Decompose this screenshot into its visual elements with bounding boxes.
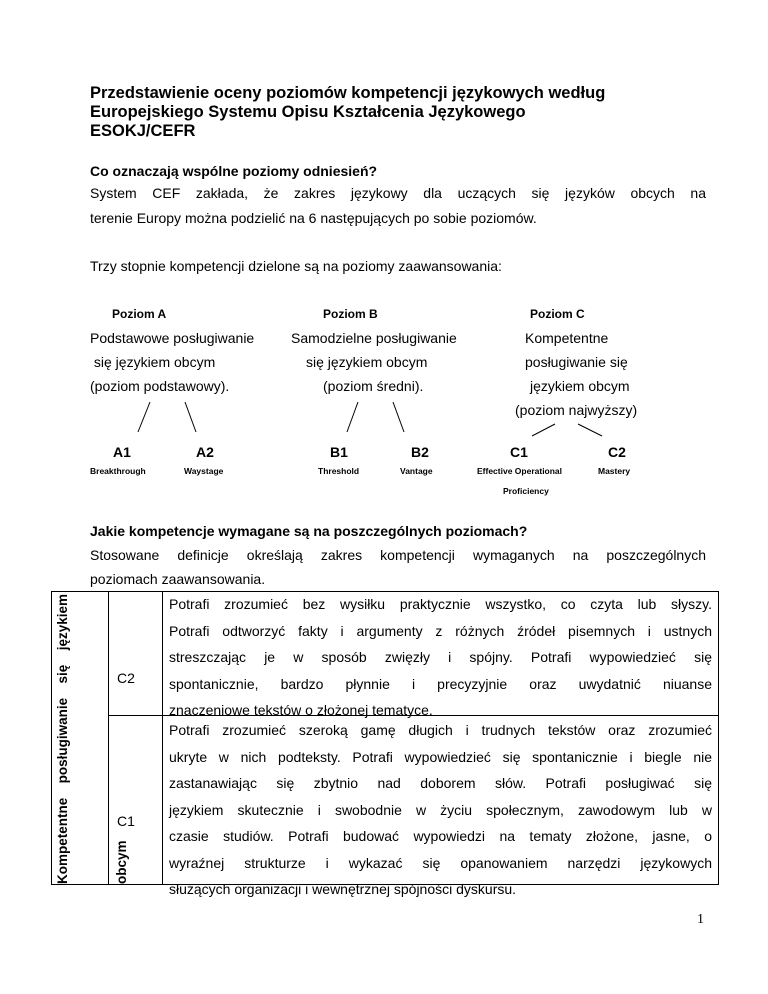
table-row-c2-text (169, 591, 712, 724)
level-b-desc-2: się językiem obcym (306, 354, 428, 370)
name-a2: Waystage (184, 466, 224, 476)
level-c-desc-4: (poziom najwyższy) (515, 402, 638, 418)
level-a-heading: Poziom A (112, 307, 167, 321)
row-level-c2: C2 (117, 670, 135, 686)
text-line: Potrafi zrozumieć bez wysiłku praktycznie wszystko, co czyta lub słyszy. (169, 596, 712, 612)
section-heading-competences: Jakie kompetencje wymagane są na poszczególnych poziomach? (90, 523, 528, 539)
paragraph-intro-levels: Trzy stopnie kompetencji dzielone są na poziomy zaawansowania: (90, 258, 502, 274)
code-a1: A1 (113, 444, 131, 460)
text-line: streszczając je w sposób zwięzły i spójny. Potrafi wypowiedzieć się (169, 649, 712, 665)
table-divider (162, 592, 163, 884)
title-line-3: ESOKJ/CEFR (90, 122, 196, 140)
section-heading-levels: Co oznaczają wspólne poziomy odniesień? (90, 163, 378, 179)
paragraph-line: terenie Europy można podzielić na 6 następujących po sobie poziomów. (90, 210, 537, 226)
name-a1: Breakthrough (90, 466, 146, 476)
table-side-label-2: obcym (114, 840, 129, 884)
name-c1-line2: Proficiency (503, 486, 549, 496)
table-row-c1-text (169, 717, 712, 903)
table-divider (108, 592, 109, 884)
page-number: 1 (697, 912, 704, 927)
table-side-label: Kompetentne posługiwanie się językiem (55, 594, 70, 884)
code-c2: C2 (608, 444, 626, 460)
text-line: wyraźnej strukturze i wykazać się opanowaniem narzędzi językowych (169, 854, 712, 871)
paragraph-line: System CEF zakłada, że zakres językowy dla uczących się języków obcych na (90, 185, 706, 201)
title-line-2: Europejskiego Systemu Opisu Kształcenia Językowego (90, 103, 526, 121)
paragraph-line: Stosowane definicje określają zakres kompetencji wymaganych na poszczególnych (90, 547, 706, 563)
text-line: Potrafi odtworzyć fakty i argumenty z różnych źródeł pisemnych i ustnych (169, 622, 712, 639)
text-line: służących organizacji i wewnętrznej spójności dyskursu. (169, 881, 517, 897)
title-line-1: Przedstawienie oceny poziomów kompetencji językowych według (90, 84, 606, 102)
name-b1: Threshold (318, 466, 360, 476)
code-c1: C1 (510, 444, 528, 460)
code-b2: B2 (411, 444, 429, 460)
level-a-desc-1: Podstawowe posługiwanie (90, 330, 255, 346)
text-line: zastanawiając się zbytnio nad doborem słów. Potrafi posługiwać się (169, 775, 712, 791)
text-line: znaczeniowe tekstów o złożonej tematyce. (169, 702, 433, 718)
name-b2: Vantage (400, 466, 433, 476)
level-c-desc-1: Kompetentne (525, 330, 609, 346)
paragraph-line: poziomach zaawansowania. (90, 571, 266, 587)
text-line: czasie studiów. Potrafi budować wypowiedzi na tematy złożone, jasne, o (169, 828, 712, 844)
competence-table (51, 591, 719, 897)
name-c1: Effective Operational (477, 466, 563, 476)
text-line: ukryte w nich podteksty. Potrafi wypowiedzieć się spontanicznie i biegle nie (169, 748, 712, 765)
name-c2: Mastery (598, 466, 631, 476)
level-c-desc-2: posługiwanie się (525, 354, 628, 370)
level-b-heading: Poziom B (323, 307, 378, 321)
level-b-desc-1: Samodzielne posługiwanie (291, 330, 457, 346)
text-line: Potrafi zrozumieć szeroką gamę długich i trudnych tekstów oraz zrozumieć (169, 722, 712, 738)
level-a-desc-3: (poziom podstawowy). (90, 378, 230, 394)
code-a2: A2 (196, 444, 214, 460)
text-line: spontanicznie, bardzo płynnie i precyzyjnie oraz uwydatnić niuanse (169, 675, 712, 692)
level-a-desc-2: się językiem obcym (90, 354, 216, 370)
level-c-desc-3: językiem obcym (530, 378, 630, 394)
row-level-c1: C1 (117, 813, 135, 829)
text-line: językiem skutecznie i swobodnie w życiu społecznym, zawodowym lub w (169, 801, 712, 818)
code-b1: B1 (330, 444, 348, 460)
level-b-desc-3: (poziom średni). (323, 378, 424, 394)
level-c-heading: Poziom C (530, 307, 585, 321)
